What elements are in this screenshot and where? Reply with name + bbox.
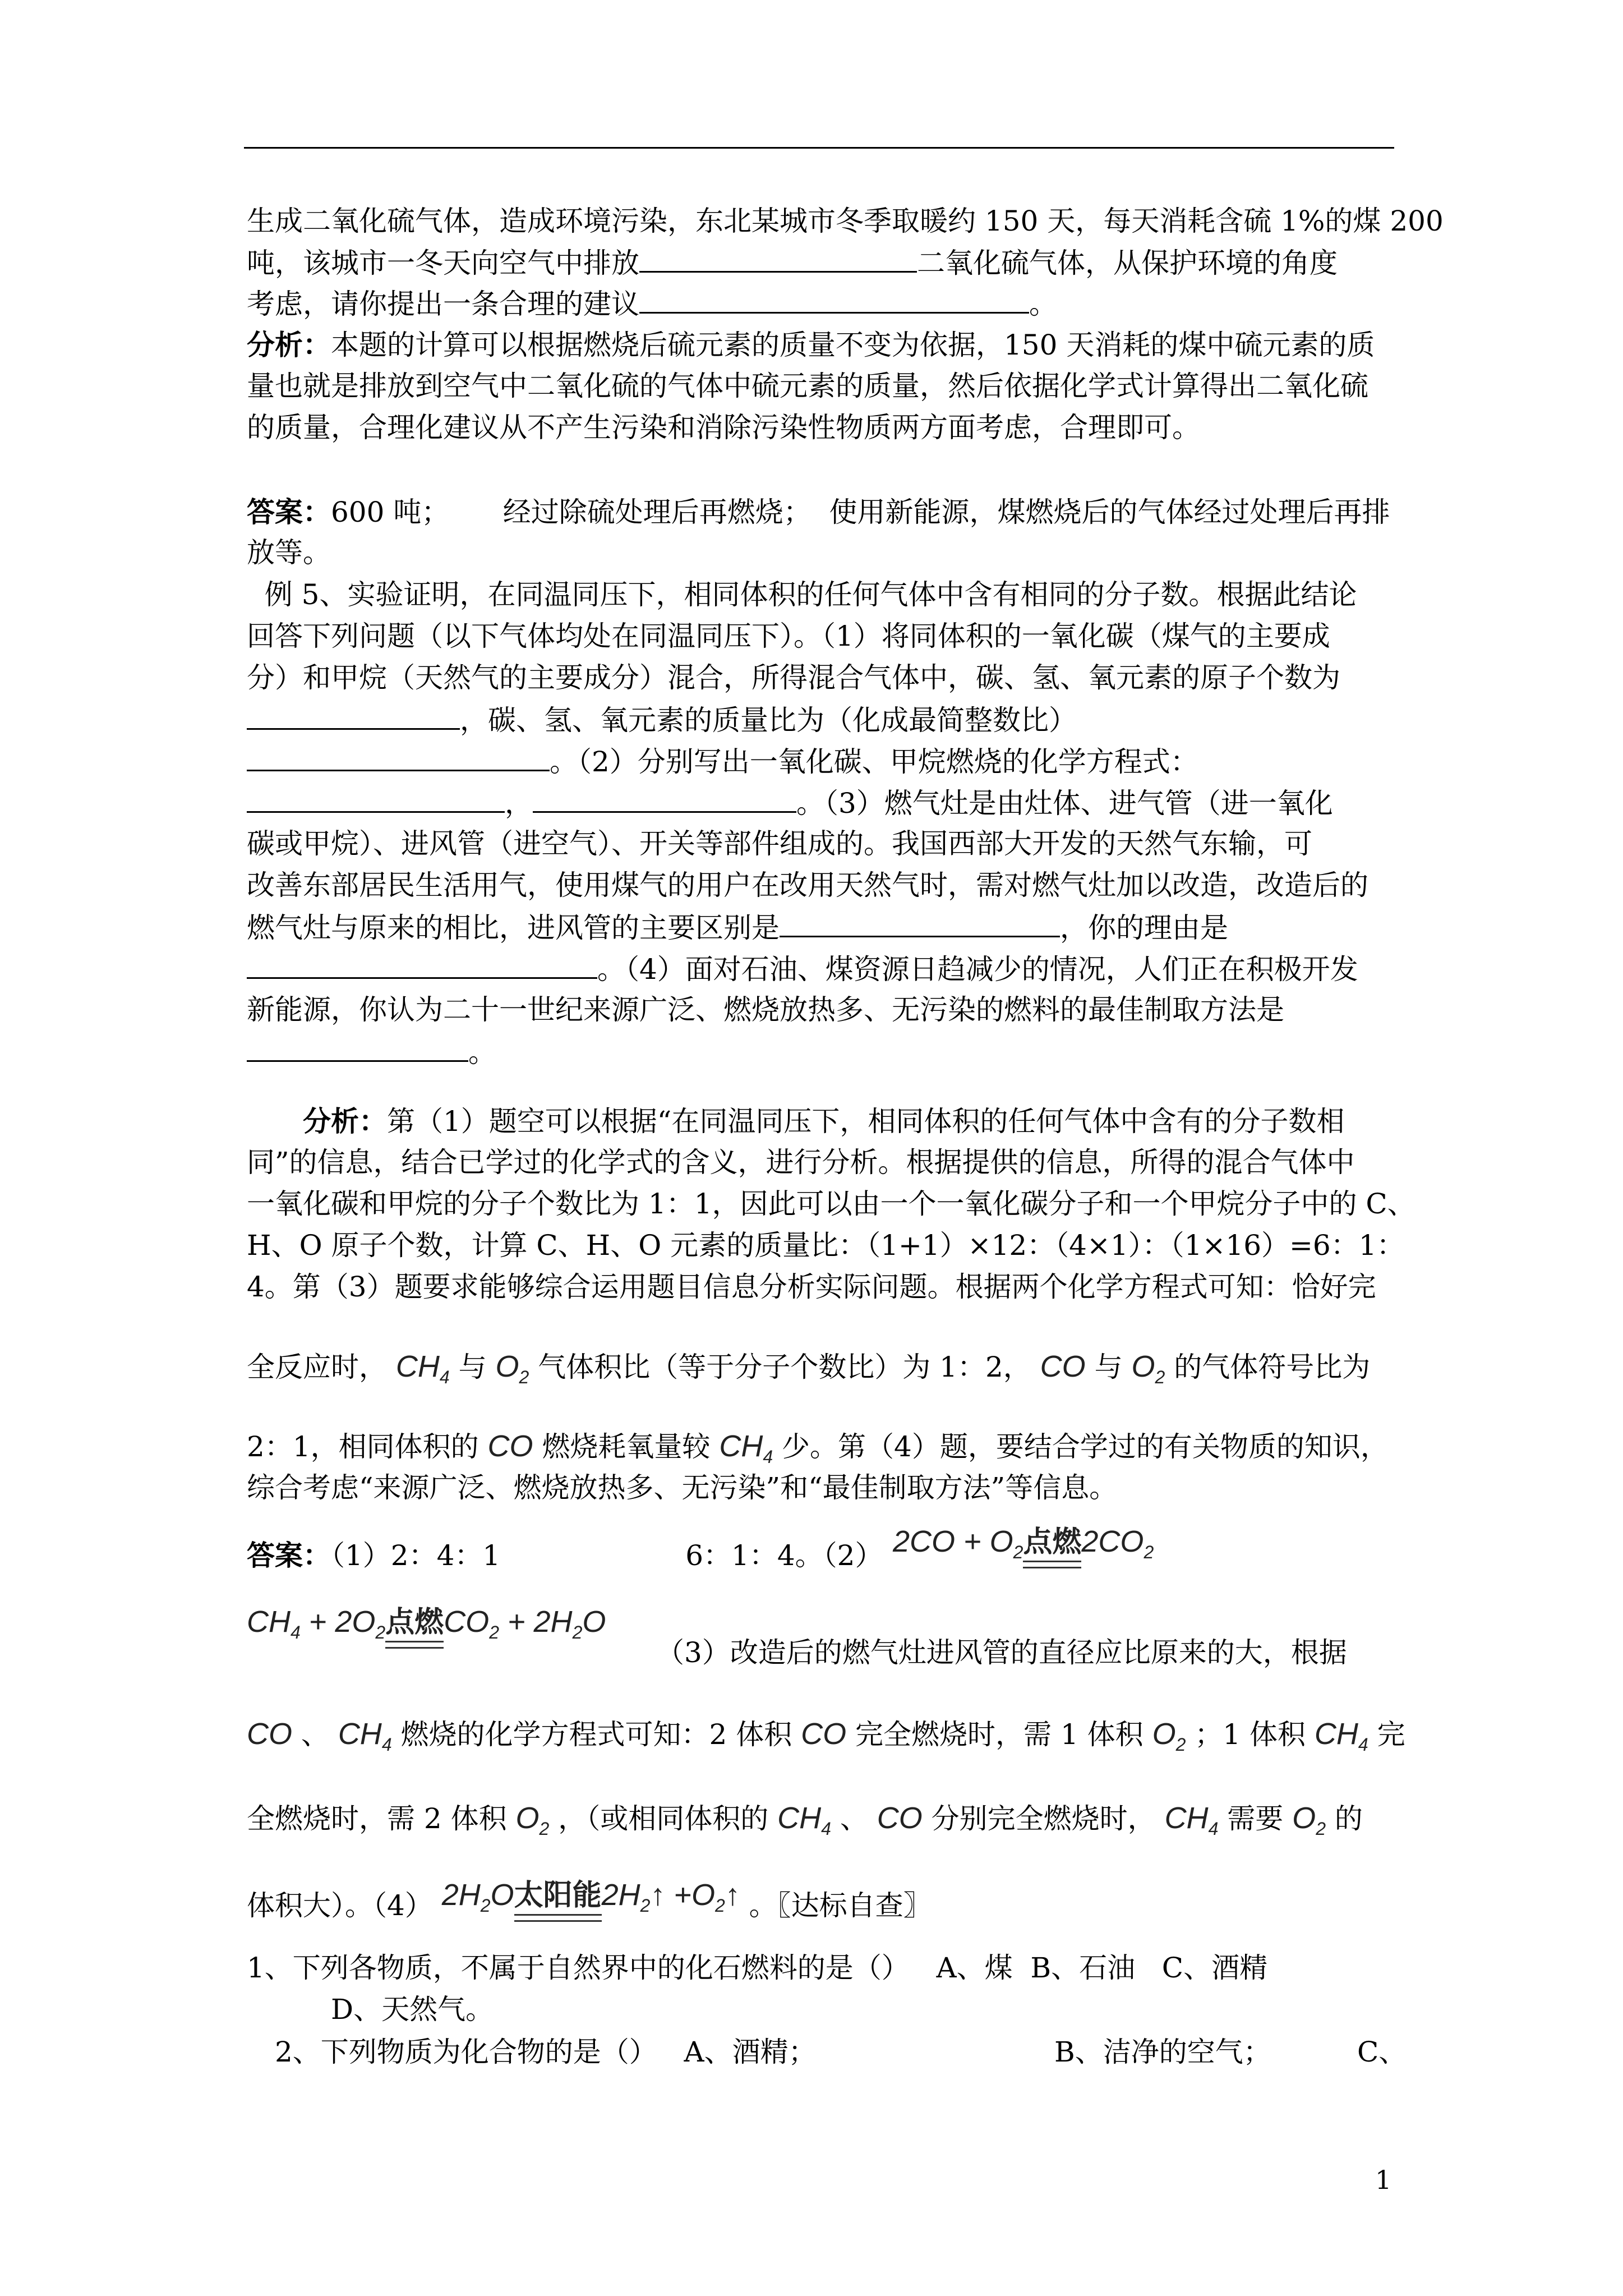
text: 。（4）面对石油、煤资源日趋减少的情况，人们正在积极开发 <box>597 953 1358 986</box>
ch4-formula: $CH_4$ <box>395 1350 450 1387</box>
text: 4。第（3）题要求能够综合运用题目信息分析实际问题。根据两个化学方程式可知：恰好完 <box>247 1271 1376 1303</box>
text: （3）改造后的燃气灶进风管的直径应比原来的大，根据 <box>656 1636 1347 1669</box>
co-formula: CO <box>487 1429 533 1463</box>
text: 同”的信息，结合已学过的化学式的含义，进行分析。根据提供的信息，所得的混合气体中 <box>247 1146 1355 1179</box>
ch4-formula: $CH_4$ <box>777 1801 831 1839</box>
answer-blank[interactable] <box>247 782 505 813</box>
answer-blank[interactable] <box>247 740 550 771</box>
o2-formula: $O_2$ <box>1152 1717 1186 1755</box>
text-line <box>247 616 1330 657</box>
text: 生成二氧化硫气体，造成环境污染，东北某城市冬季取暖约 150 天，每天消耗含硫 1%的煤 200 <box>247 205 1444 237</box>
text: 完全燃烧时，需 1 体积 <box>855 1718 1144 1751</box>
text: ， <box>505 787 533 820</box>
text-line <box>247 740 1198 783</box>
text: 2：1，相同体积的 <box>247 1430 479 1463</box>
analysis-label: 分析： <box>303 1105 387 1138</box>
text: 1、下列各物质，不属于自然界中的化石燃料的是（） A、煤 B、石油 C、酒精 <box>247 1952 1268 1984</box>
question-line <box>247 574 1357 615</box>
ch4-combustion-equation: $CH_4 + 2O_2$点燃$CO_2 + 2H_2O$ <box>247 1602 606 1653</box>
text: 例 5、实验证明，在同温同压下，相同体积的任何气体中含有相同的分子数。根据此结论 <box>247 578 1357 611</box>
co-combustion-equation: $2CO + O_2$点燃$2CO_2$ <box>893 1521 1154 1573</box>
text-line <box>247 366 1368 407</box>
text: C、 <box>1357 2036 1407 2068</box>
text-line <box>247 948 1358 990</box>
text: 。（3）燃气灶是由灶体、进气管（进一氧化 <box>796 787 1333 820</box>
text-line <box>247 1467 1117 1508</box>
text-line <box>1054 2032 1271 2073</box>
text: ，碳、氢、氧元素的质量比为（化成最简整数比） <box>460 704 1077 737</box>
text-line <box>247 1798 1363 1849</box>
text: 与 <box>1094 1351 1123 1383</box>
text-line <box>247 990 1284 1030</box>
text: 。 <box>1029 288 1057 320</box>
text: 综合考虑“来源广泛、燃烧放热多、无污染”和“最佳制取方法”等信息。 <box>247 1471 1118 1504</box>
text: 。（2）分别写出一氧化碳、甲烷燃烧的化学方程式： <box>550 746 1198 778</box>
ch4-formula: $CH_4$ <box>1164 1801 1219 1839</box>
analysis-line <box>247 324 1375 366</box>
answer-label: 答案： <box>247 495 331 528</box>
o2-formula: $O_2$ <box>495 1350 529 1387</box>
text: 分别完全燃烧时， <box>931 1802 1156 1835</box>
o2-formula: $O_2$ <box>1131 1350 1165 1387</box>
text-line <box>247 1184 1415 1225</box>
text: 的 <box>1334 1802 1363 1835</box>
answer-line <box>247 1535 883 1576</box>
text-line <box>247 823 1312 864</box>
text-line <box>247 1714 1405 1765</box>
text: 燃烧的化学方程式可知：2 体积 <box>400 1718 792 1751</box>
text: 二氧化硫气体，从保护环境的角度 <box>917 247 1338 279</box>
water-decomposition-equation: $2H_2O$太阳能$2H_2↑$ $+O_2↑$ <box>442 1875 740 1926</box>
page-number: 1 <box>1375 2165 1392 2195</box>
text-line <box>247 532 331 573</box>
text: 燃气灶与原来的相比，进风管的主要区别是 <box>247 912 780 944</box>
text: H、O 原子个数，计算 C、H、O 元素的质量比：（1+1）×12：（4×1）：（1×16）=6：1： <box>247 1229 1405 1262</box>
text: 的气体符号比为 <box>1174 1351 1371 1383</box>
text: ；1 体积 <box>1195 1718 1306 1751</box>
text-line <box>247 201 1444 242</box>
text: 与 <box>458 1351 487 1383</box>
text-line <box>247 907 1228 949</box>
header-rule <box>244 147 1394 149</box>
text: 。〖达标自查〗 <box>749 1889 932 1922</box>
text-line <box>331 1989 494 2030</box>
analysis-line <box>303 1101 1344 1142</box>
text-line <box>247 865 1368 906</box>
text: 2、下列物质为化合物的是（） A、酒精； <box>275 2036 817 2068</box>
answer-label: 答案： <box>247 1539 331 1572</box>
text: 600 吨； 经过除硫处理后再燃烧； 使用新能源，煤燃烧后的气体经过处理后再排 <box>331 496 1390 528</box>
text: 需要 <box>1227 1802 1284 1835</box>
text-line <box>247 1346 1370 1398</box>
text: 改善东部居民生活用气，使用煤气的用户在改用天然气时，需对燃气灶加以改造，改造后的 <box>247 869 1368 901</box>
text-line <box>247 1878 932 1936</box>
text: （1）2：4：1 <box>331 1539 501 1572</box>
text: 少。第（4）题，要结合学过的有关物质的知识， <box>782 1430 1389 1463</box>
text: 、 <box>840 1802 868 1835</box>
text: 全反应时， <box>247 1351 387 1383</box>
co-formula: CO <box>801 1717 847 1751</box>
text-line <box>247 782 1333 824</box>
text-line <box>247 1142 1355 1183</box>
question-line <box>275 2032 817 2073</box>
text: 气体积比（等于分子个数比）为 1：2， <box>538 1351 1031 1383</box>
text: 完 <box>1377 1718 1405 1751</box>
ch4-formula: $CH_4$ <box>719 1429 773 1467</box>
text: 一氧化碳和甲烷的分子个数比为 1：1，因此可以由一个一氧化碳分子和一个甲烷分子中的 C、 <box>247 1188 1415 1220</box>
text: 考虑，请你提出一条合理的建议 <box>247 288 639 320</box>
text-line <box>247 1225 1405 1266</box>
text: 第（1）题空可以根据“在同温同压下，相同体积的任何气体中含有的分子数相 <box>387 1105 1345 1138</box>
text: 吨，该城市一冬天向空气中排放 <box>247 247 639 279</box>
text: 的质量，合理化建议从不产生污染和消除污染性物质两方面考虑，合理即可。 <box>247 411 1200 444</box>
text-line <box>656 1632 1347 1673</box>
answer-blank[interactable] <box>780 907 1060 937</box>
answer-blank[interactable] <box>639 242 917 273</box>
text-line <box>247 657 1340 698</box>
text: 6：1：4。（2） <box>685 1539 883 1572</box>
text: 分）和甲烷（天然气的主要成分）混合，所得混合气体中，碳、氢、氧元素的原子个数为 <box>247 661 1340 694</box>
answer-blank[interactable] <box>247 948 597 979</box>
text: ，你的理由是 <box>1060 912 1228 944</box>
text: 量也就是排放到空气中二氧化硫的气体中硫元素的质量，然后依据化学式计算得出二氧化硫 <box>247 370 1368 402</box>
text: 体积大）。（4） <box>247 1889 433 1922</box>
text-line <box>1357 2032 1407 2073</box>
text: 新能源，你认为二十一世纪来源广泛、燃烧放热多、无污染的燃料的最佳制取方法是 <box>247 993 1284 1026</box>
ch4-formula: $CH_4$ <box>1314 1717 1368 1755</box>
text-line <box>247 1267 1376 1308</box>
text: 碳或甲烷）、进风管（进空气）、开关等部件组成的。我国西部大开发的天然气东输，可 <box>247 827 1312 860</box>
answer-blank[interactable] <box>533 782 796 813</box>
text: 回答下列问题（以下气体均处在同温同压下）。（1）将同体积的一氧化碳（煤气的主要成 <box>247 620 1330 652</box>
text: 燃烧耗氧量较 <box>542 1430 711 1463</box>
answer-blank[interactable] <box>247 699 460 730</box>
text: ，（或相同体积的 <box>558 1802 769 1835</box>
co-formula: CO <box>1040 1350 1086 1383</box>
text: 、 <box>301 1718 329 1751</box>
answer-blank[interactable] <box>639 283 1029 314</box>
ch4-formula: $CH_4$ <box>338 1717 392 1755</box>
answer-blank[interactable] <box>247 1031 468 1062</box>
analysis-label: 分析： <box>247 328 331 361</box>
text: 放等。 <box>247 536 331 569</box>
text: 。 <box>468 1036 496 1069</box>
o2-formula: $O_2$ <box>1292 1801 1326 1839</box>
co-formula: CO <box>247 1717 292 1751</box>
text: D、天然气。 <box>331 1993 494 2026</box>
text: 全燃烧时，需 2 体积 <box>247 1802 507 1835</box>
o2-formula: $O_2$ <box>515 1801 550 1839</box>
co-formula: CO <box>877 1801 923 1835</box>
text-line <box>247 242 1338 284</box>
text: 本题的计算可以根据燃烧后硫元素的质量不变为依据，150 天消耗的煤中硫元素的质 <box>331 329 1375 361</box>
text-line <box>247 1031 496 1073</box>
text-line <box>247 407 1200 448</box>
text-line <box>247 699 1077 741</box>
text: B、洁净的空气； <box>1054 2036 1271 2068</box>
question-line <box>247 1948 1267 1989</box>
answer-line <box>247 491 1390 533</box>
text-line <box>247 283 1057 325</box>
